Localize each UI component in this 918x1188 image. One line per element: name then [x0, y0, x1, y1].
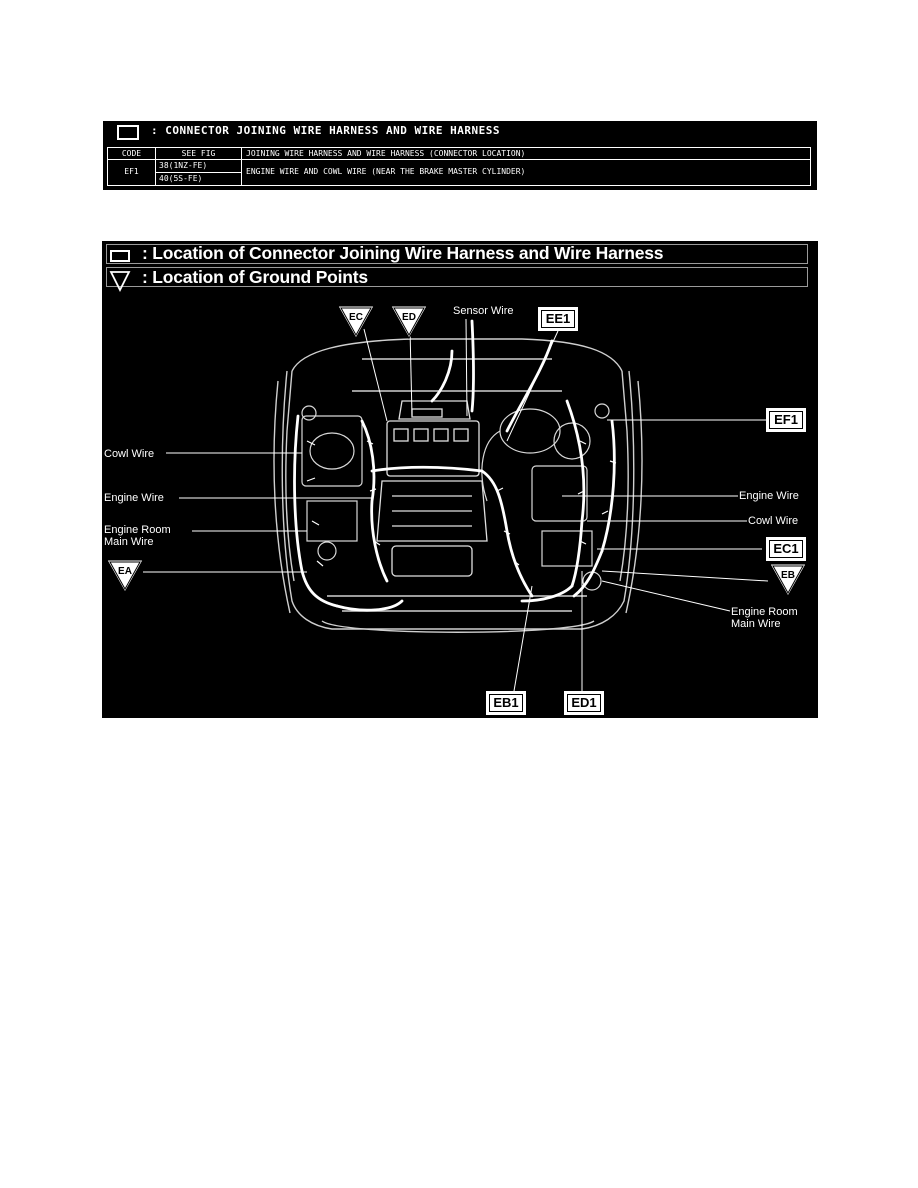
connector-ee1: EE1 — [538, 307, 578, 331]
ground-triangle-icon — [106, 559, 144, 593]
header-code: CODE — [121, 149, 142, 158]
connector-box-icon — [117, 125, 139, 140]
connector-ec1: EC1 — [766, 537, 806, 561]
row-description: ENGINE WIRE AND COWL WIRE (NEAR THE BRAKE MASTER CYLINDER) — [246, 167, 526, 176]
connector-table-title: : CONNECTOR JOINING WIRE HARNESS AND WIRE HARNESS — [151, 124, 501, 137]
header-description: JOINING WIRE HARNESS AND WIRE HARNESS (CONNECTOR LOCATION) — [246, 149, 526, 158]
header-see-fig: SEE FIG — [181, 149, 216, 158]
ground-ea — [106, 559, 144, 593]
connector-ed1: ED1 — [564, 691, 604, 715]
ground-triangle-icon — [337, 305, 375, 339]
connector-table — [103, 121, 817, 190]
ground-triangle-icon — [390, 305, 428, 339]
engine-room-main-right-label-2: Main Wire — [731, 618, 781, 630]
leader-lines — [143, 319, 784, 691]
row-see-fig-1: 38(1NZ-FE) — [159, 161, 208, 170]
engine-wire-left-label: Engine Wire — [104, 492, 164, 504]
engine-wire-right-label: Engine Wire — [739, 490, 799, 502]
ground-triangle-icon — [769, 563, 807, 597]
ground-eb — [769, 563, 807, 597]
row-see-fig-2: 40(5S-FE) — [159, 174, 203, 183]
ground-eb-label: EB — [781, 570, 795, 581]
legend-connector-label: : Location of Connector Joining Wire Harness and Wire Harness — [142, 243, 664, 263]
ground-ec-label: EC — [349, 312, 363, 323]
right-components — [482, 404, 609, 590]
ground-ed-label: ED — [402, 312, 416, 323]
ground-legend-icon — [111, 272, 129, 290]
cowl-wire-right-label: Cowl Wire — [748, 515, 799, 527]
connector-table-title-row — [103, 121, 817, 143]
connector-legend-icon — [111, 251, 129, 261]
engine-room-main-left-label-1: Engine Room — [104, 524, 171, 536]
left-components — [302, 406, 362, 560]
wire-details — [307, 441, 616, 566]
sensor-wire-label: Sensor Wire — [453, 305, 514, 317]
engine-room-main-left-label-2: Main Wire — [104, 536, 154, 548]
ground-ec — [337, 305, 375, 339]
connector-eb1: EB1 — [486, 691, 526, 715]
ground-ed — [390, 305, 428, 339]
ground-ea-label: EA — [118, 566, 132, 577]
connector-ef1: EF1 — [766, 408, 806, 432]
engine-block — [377, 401, 487, 576]
row-code: EF1 — [124, 167, 139, 176]
connector-table-grid — [107, 147, 811, 186]
legend-ground-label: : Location of Ground Points — [142, 267, 368, 287]
engine-room-main-right-label-1: Engine Room — [731, 606, 798, 618]
engine-compartment-diagram — [102, 241, 818, 718]
cowl-wire-left-label: Cowl Wire — [104, 448, 155, 460]
